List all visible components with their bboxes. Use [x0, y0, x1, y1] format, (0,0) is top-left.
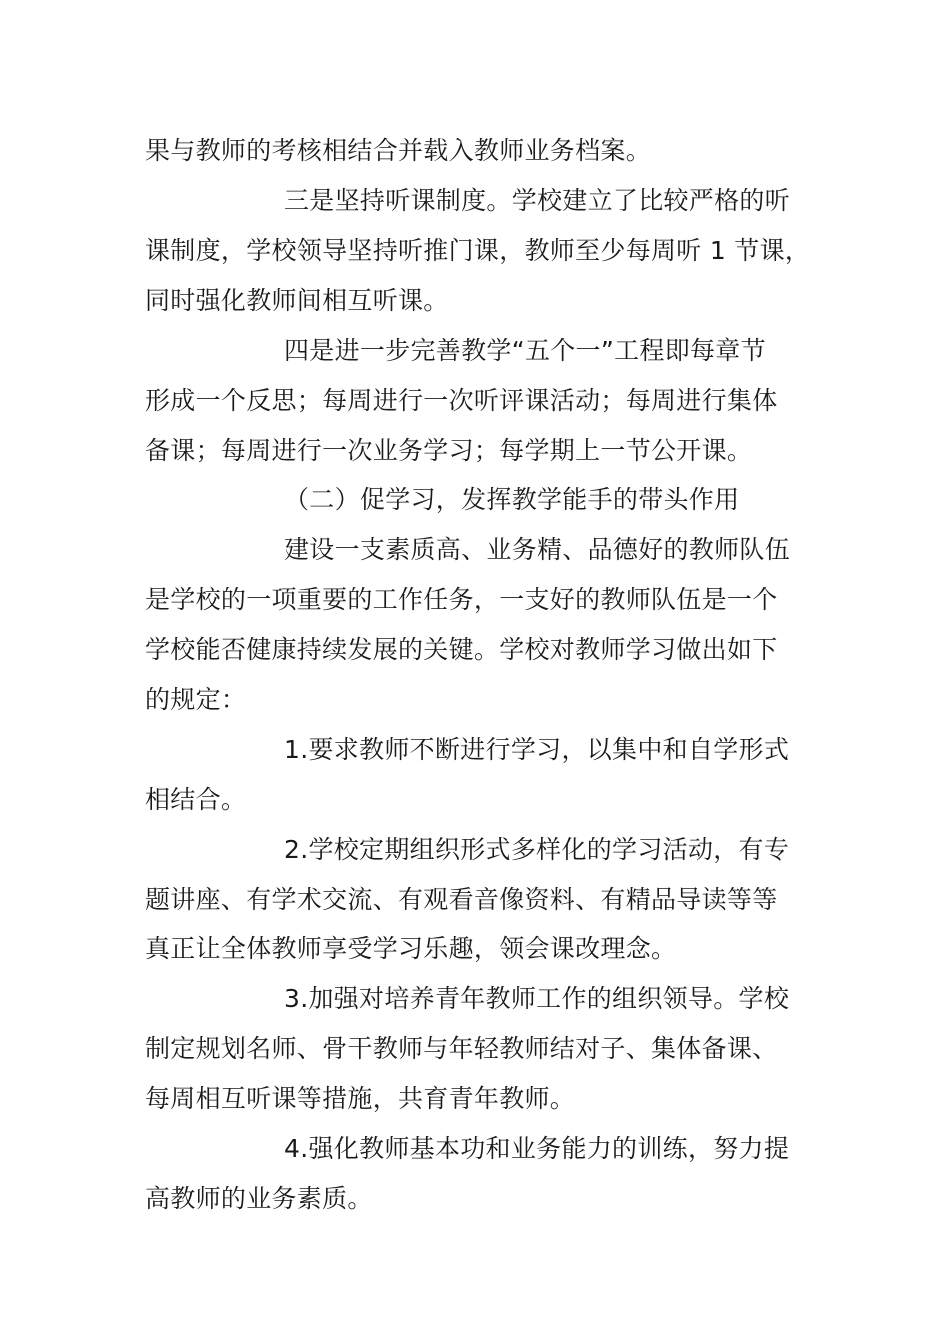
list-item: 4.强化教师基本功和业务能力的训练，努力提 — [284, 1134, 790, 1163]
text-line: 高教师的业务素质。 — [145, 1184, 373, 1213]
text-line: 是学校的一项重要的工作任务，一支好的教师队伍是一个 — [145, 585, 778, 614]
section-heading: （二）促学习，发挥教学能手的带头作用 — [284, 485, 740, 514]
text-line: 相结合。 — [145, 785, 247, 814]
list-item: 1.要求教师不断进行学习，以集中和自学形式 — [284, 735, 790, 764]
text-line: 的规定： — [145, 685, 247, 714]
text-line: 四是进一步完善教学“五个一”工程即每章节 — [284, 336, 766, 365]
text-line: 课制度，学校领导坚持听推门课，教师至少每周听 1 节课， — [145, 236, 811, 265]
text-line: 三是坚持听课制度。学校建立了比较严格的听 — [284, 186, 791, 215]
text-line: 题讲座、有学术交流、有观看音像资料、有精品导读等等 — [145, 885, 778, 914]
text-line: 每周相互听课等措施，共育青年教师。 — [145, 1084, 576, 1113]
text-line: 真正让全体教师享受学习乐趣，领会课改理念。 — [145, 934, 677, 963]
text-line: 建设一支素质高、业务精、品德好的教师队伍 — [284, 535, 791, 564]
text-line: 制定规划名师、骨干教师与年轻教师结对子、集体备课、 — [145, 1034, 778, 1063]
text-line: 备课；每周进行一次业务学习；每学期上一节公开课。 — [145, 436, 753, 465]
list-item: 2.学校定期组织形式多样化的学习活动，有专 — [284, 835, 790, 864]
text-line: 同时强化教师间相互听课。 — [145, 286, 449, 315]
text-line: 形成一个反思；每周进行一次听评课活动；每周进行集体 — [145, 386, 778, 415]
list-item: 3.加强对培养青年教师工作的组织领导。学校 — [284, 984, 790, 1013]
text-line: 果与教师的考核相结合并载入教师业务档案。 — [145, 136, 652, 165]
text-line: 学校能否健康持续发展的关键。学校对教师学习做出如下 — [145, 635, 778, 664]
